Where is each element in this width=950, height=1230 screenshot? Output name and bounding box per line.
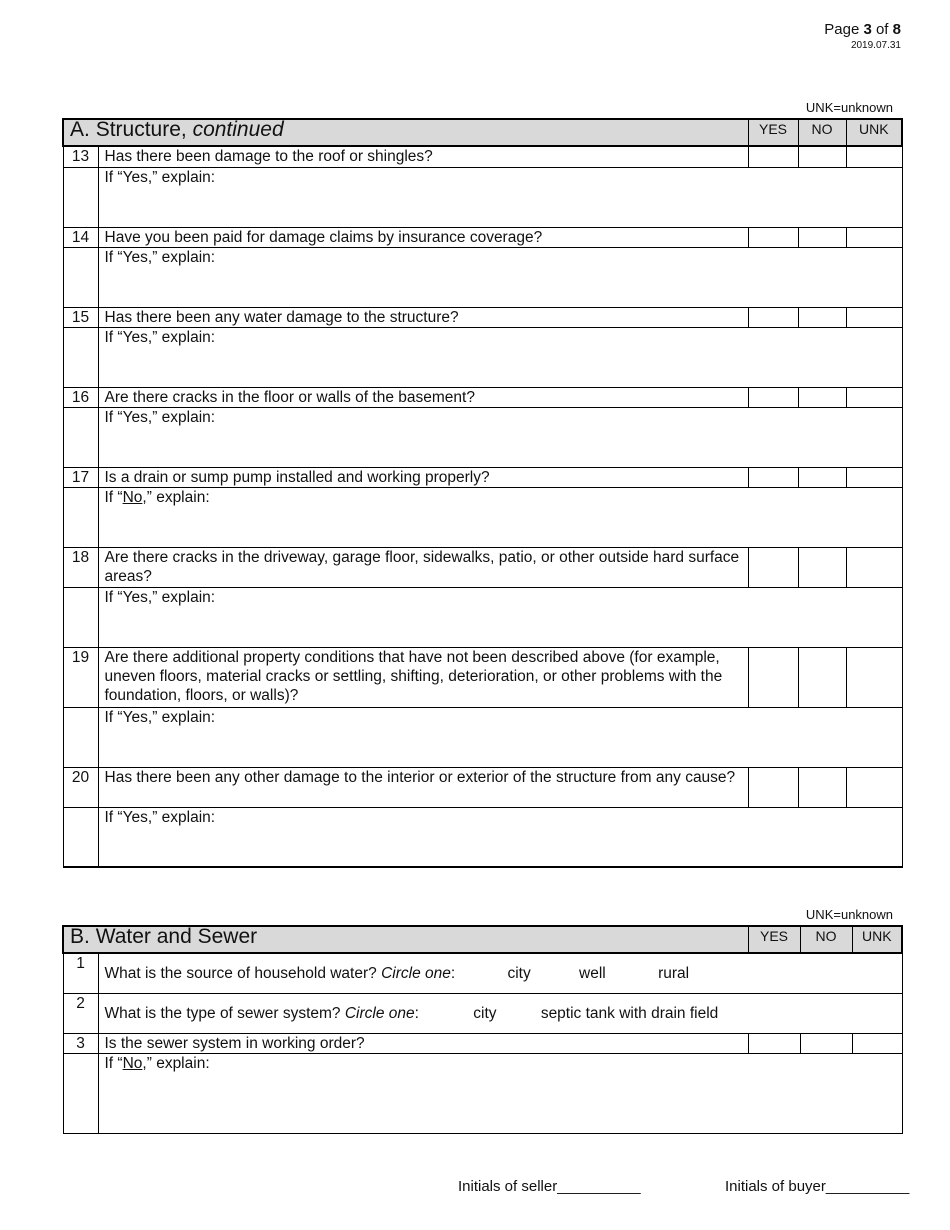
question-row [63, 1033, 902, 1053]
yes-checkbox[interactable] [748, 227, 798, 247]
yes-checkbox[interactable] [748, 146, 798, 167]
question-text: Has there been damage to the roof or shingles? [98, 146, 748, 167]
section-a-header [63, 119, 902, 146]
no-column-header: NO [798, 119, 846, 146]
unk-checkbox[interactable] [846, 387, 902, 407]
unk-legend-a: UNK=unknown [805, 100, 893, 115]
explain-row [63, 1053, 902, 1133]
yes-checkbox[interactable] [748, 767, 798, 807]
question-number: 20 [63, 767, 98, 807]
question-text: Are there cracks in the driveway, garage floor, sidewalks, patio, or other outside hard surface areas? [98, 547, 748, 587]
no-checkbox[interactable] [798, 307, 846, 327]
explain-row [63, 407, 902, 467]
section-a-title: A. Structure, continued [63, 119, 748, 146]
unk-checkbox[interactable] [846, 767, 902, 807]
no-checkbox[interactable] [798, 547, 846, 587]
page-number: Page 3 of 8 [824, 21, 901, 38]
question-number: 17 [63, 467, 98, 487]
yes-column-header: YES [748, 926, 800, 953]
unk-column-header: UNK [846, 119, 902, 146]
question-number: 16 [63, 387, 98, 407]
question-number: 2 [63, 993, 98, 1033]
question-text: Are there additional property conditions that have not been described above (for example, uneven floors, material cracks or settling, shifting, deterioration, or other problems with the foundation, floors, or walls)? [98, 647, 748, 707]
explain-row [63, 327, 902, 387]
unk-checkbox[interactable] [846, 307, 902, 327]
yes-checkbox[interactable] [748, 307, 798, 327]
question-row [63, 227, 902, 247]
explain-field[interactable]: If “No,” explain: [98, 1053, 902, 1133]
unk-checkbox[interactable] [852, 1033, 902, 1053]
question-row [63, 767, 902, 807]
sewer-option-septic[interactable]: septic tank with drain field [540, 1004, 719, 1022]
question-number: 1 [63, 953, 98, 993]
section-b-table [62, 925, 903, 1134]
seller-initials-line[interactable]: Initials of seller__________ [458, 1178, 641, 1195]
explain-field[interactable]: If “No,” explain: [98, 487, 902, 547]
explain-field[interactable]: If “Yes,” explain: [98, 707, 902, 767]
unk-checkbox[interactable] [846, 647, 902, 707]
yes-checkbox[interactable] [748, 387, 798, 407]
yes-column-header: YES [748, 119, 798, 146]
explain-field[interactable]: If “Yes,” explain: [98, 407, 902, 467]
question-row [63, 647, 902, 707]
section-a-table [62, 118, 903, 868]
sewer-option-city[interactable]: city [473, 1004, 497, 1022]
explain-row [63, 807, 902, 867]
question-row [63, 467, 902, 487]
yes-checkbox[interactable] [748, 1033, 800, 1053]
form-version-date: 2019.07.31 [850, 40, 901, 51]
question-text: Has there been any other damage to the interior or exterior of the structure from any cause? [98, 767, 748, 807]
question-text: What is the source of household water? Circle one: city well rural [98, 953, 902, 993]
explain-row [63, 587, 902, 647]
water-option-city[interactable]: city [507, 964, 531, 982]
question-row [63, 547, 902, 587]
explain-field[interactable]: If “Yes,” explain: [98, 807, 902, 867]
question-text: Is the sewer system in working order? [98, 1033, 748, 1053]
question-text: Are there cracks in the floor or walls of the basement? [98, 387, 748, 407]
water-option-well[interactable]: well [579, 964, 606, 982]
yes-checkbox[interactable] [748, 647, 798, 707]
explain-field[interactable]: If “Yes,” explain: [98, 327, 902, 387]
explain-field[interactable]: If “Yes,” explain: [98, 167, 902, 227]
question-row [63, 993, 902, 1033]
question-number: 15 [63, 307, 98, 327]
unk-checkbox[interactable] [846, 146, 902, 167]
no-checkbox[interactable] [798, 227, 846, 247]
water-option-rural[interactable]: rural [658, 964, 690, 982]
question-row [63, 307, 902, 327]
question-number: 14 [63, 227, 98, 247]
explain-field[interactable]: If “Yes,” explain: [98, 247, 902, 307]
no-checkbox[interactable] [798, 146, 846, 167]
explain-row [63, 167, 902, 227]
no-checkbox[interactable] [800, 1033, 852, 1053]
unk-checkbox[interactable] [846, 547, 902, 587]
no-checkbox[interactable] [798, 767, 846, 807]
explain-row [63, 707, 902, 767]
unk-legend-b: UNK=unknown [805, 907, 893, 922]
no-column-header: NO [800, 926, 852, 953]
buyer-initials-line[interactable]: Initials of buyer__________ [725, 1178, 910, 1195]
yes-checkbox[interactable] [748, 467, 798, 487]
question-number: 18 [63, 547, 98, 587]
question-row [63, 953, 902, 993]
question-text: Is a drain or sump pump installed and working properly? [98, 467, 748, 487]
question-row [63, 387, 902, 407]
no-checkbox[interactable] [798, 647, 846, 707]
explain-row [63, 247, 902, 307]
question-row [63, 146, 902, 167]
question-number: 3 [63, 1033, 98, 1053]
section-b-header [63, 926, 902, 953]
question-text: What is the type of sewer system? Circle one: city septic tank with drain field [98, 993, 902, 1033]
explain-field[interactable]: If “Yes,” explain: [98, 587, 902, 647]
section-b-title: B. Water and Sewer [63, 926, 748, 953]
question-text: Has there been any water damage to the structure? [98, 307, 748, 327]
no-checkbox[interactable] [798, 387, 846, 407]
unk-checkbox[interactable] [846, 227, 902, 247]
unk-column-header: UNK [852, 926, 902, 953]
question-number: 19 [63, 647, 98, 707]
explain-row [63, 487, 902, 547]
question-number: 13 [63, 146, 98, 167]
yes-checkbox[interactable] [748, 547, 798, 587]
question-text: Have you been paid for damage claims by insurance coverage? [98, 227, 748, 247]
unk-checkbox[interactable] [846, 467, 902, 487]
no-checkbox[interactable] [798, 467, 846, 487]
